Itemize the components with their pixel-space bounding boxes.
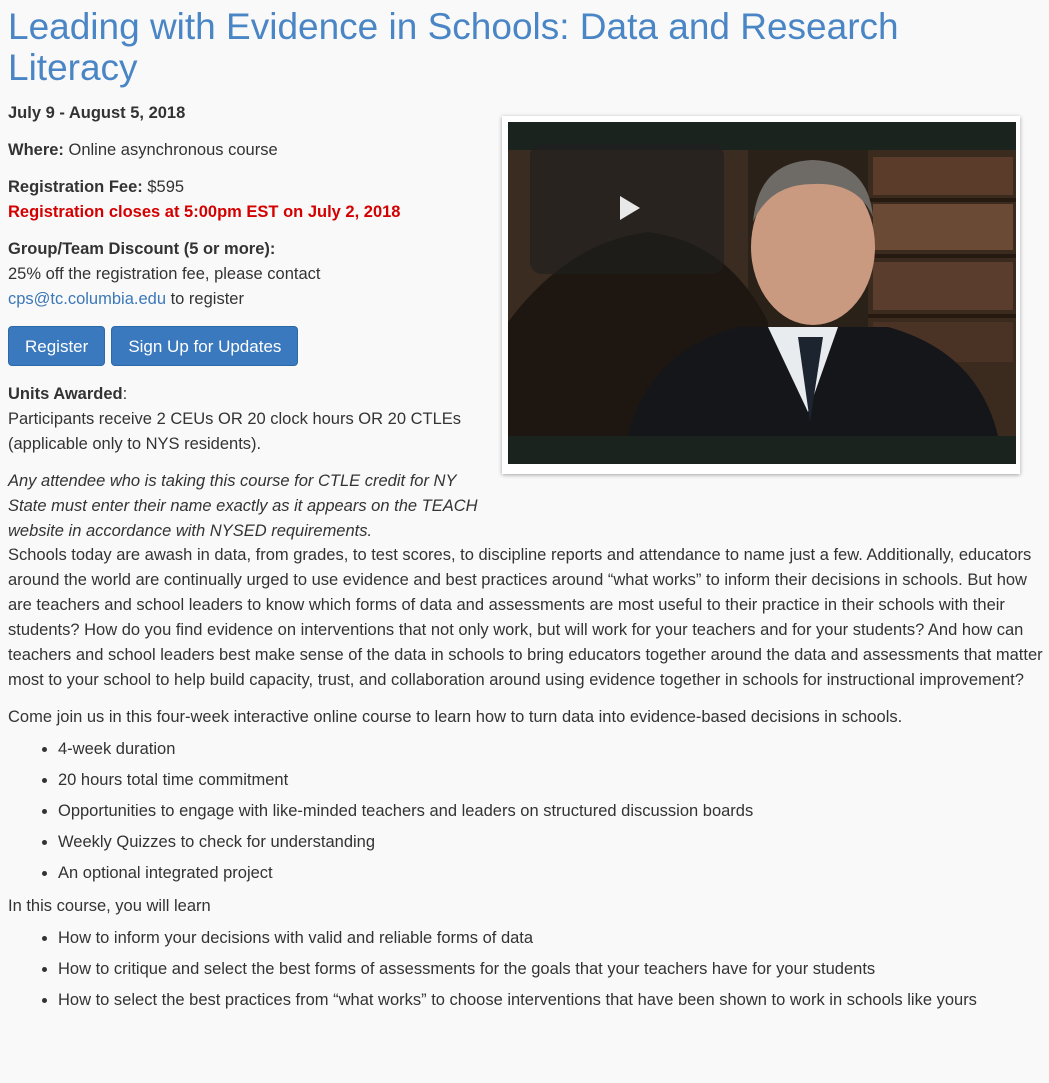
units-text: Participants receive 2 CEUs OR 20 clock hours OR 20 CTLEs (applicable only to NYS residents). [8, 410, 462, 453]
units-colon: : [122, 385, 128, 403]
list-item: • How to inform your decisions with valid and reliable forms of data [58, 926, 1041, 957]
video-frame-image[interactable] [508, 122, 1016, 464]
course-dates: July 9 - August 5, 2018 [8, 104, 186, 122]
join-paragraph: Come join us in this four-week interactive online course to learn how to turn data into evidence-based decisions in schools. [8, 708, 903, 726]
sign-up-updates-button[interactable]: Sign Up for Updates [111, 326, 298, 366]
description-paragraph: Schools today are awash in data, from grades, to test scores, to discipline reports and attendance to name just a few. Additionally, educators around the world are continually urged to use evidence and best practices around “what works” to inform their decisions in schools. But how are teachers and school leaders to know which forms of data and assessments are most useful to their practice in their schools with their students? How do you find evidence on interventions that not only work, but will work for your teachers and for your students? And how can teachers and school leaders best make sense of the data in schools to bring educators together around the data and assessments that matter most to your school to help build capacity, trust, and collaboration around using evidence together in schools for instructional improvement? [8, 546, 1043, 689]
units-heading [8, 382, 488, 407]
location [8, 138, 488, 163]
list-item: • How to select the best practices from “what works” to choose interventions that have been shown to work in schools like yours [58, 988, 1041, 1019]
list-item: • Opportunities to engage with like-minded teachers and leaders on structured discussion boards [58, 799, 1041, 830]
register-button[interactable]: Register [8, 326, 105, 366]
fee-label: Registration Fee: [8, 178, 143, 196]
discount-label: Group/Team Discount (5 or more): [8, 240, 276, 258]
list-item: • 4-week duration [58, 737, 1041, 768]
email-link[interactable]: cps@tc.columbia.edu [8, 290, 166, 308]
list-item: • Weekly Quizzes to check for understanding [58, 830, 1041, 861]
course-details [8, 101, 488, 544]
discount-contact [8, 287, 488, 312]
play-icon [620, 196, 640, 220]
learn-intro: In this course, you will learn [8, 897, 211, 915]
action-buttons [8, 326, 488, 366]
list-item: • How to critique and select the best forms of assessments for the goals that your teachers have for your students [58, 957, 1041, 988]
units-label: Units Awarded [8, 385, 123, 403]
where-label: Where: [8, 141, 64, 159]
features-list [8, 737, 1041, 892]
fee-value: $595 [142, 178, 185, 196]
where-value: Online asynchronous course [63, 141, 278, 159]
page-title: Leading with Evidence in Schools: Data and Research Literacy [8, 6, 899, 88]
discount-line: 25% off the registration fee, please contact [8, 265, 321, 283]
video-player[interactable] [502, 116, 1020, 474]
list-item: • An optional integrated project [58, 861, 1041, 892]
discount-suffix: to register [166, 290, 244, 308]
learn-list [8, 926, 1041, 1019]
ctle-note: Any attendee who is taking this course for CTLE credit for NY State must enter their name exactly as it appears on the TEACH website in accordance with NYSED requirements. [8, 472, 478, 540]
course-summary [8, 101, 1041, 543]
list-item: • 20 hours total time commitment [58, 768, 1041, 799]
registration-deadline: Registration closes at 5:00pm EST on July 2, 2018 [8, 203, 401, 221]
play-button[interactable] [530, 144, 724, 274]
course-description [8, 543, 1041, 1019]
registration-fee [8, 175, 488, 200]
